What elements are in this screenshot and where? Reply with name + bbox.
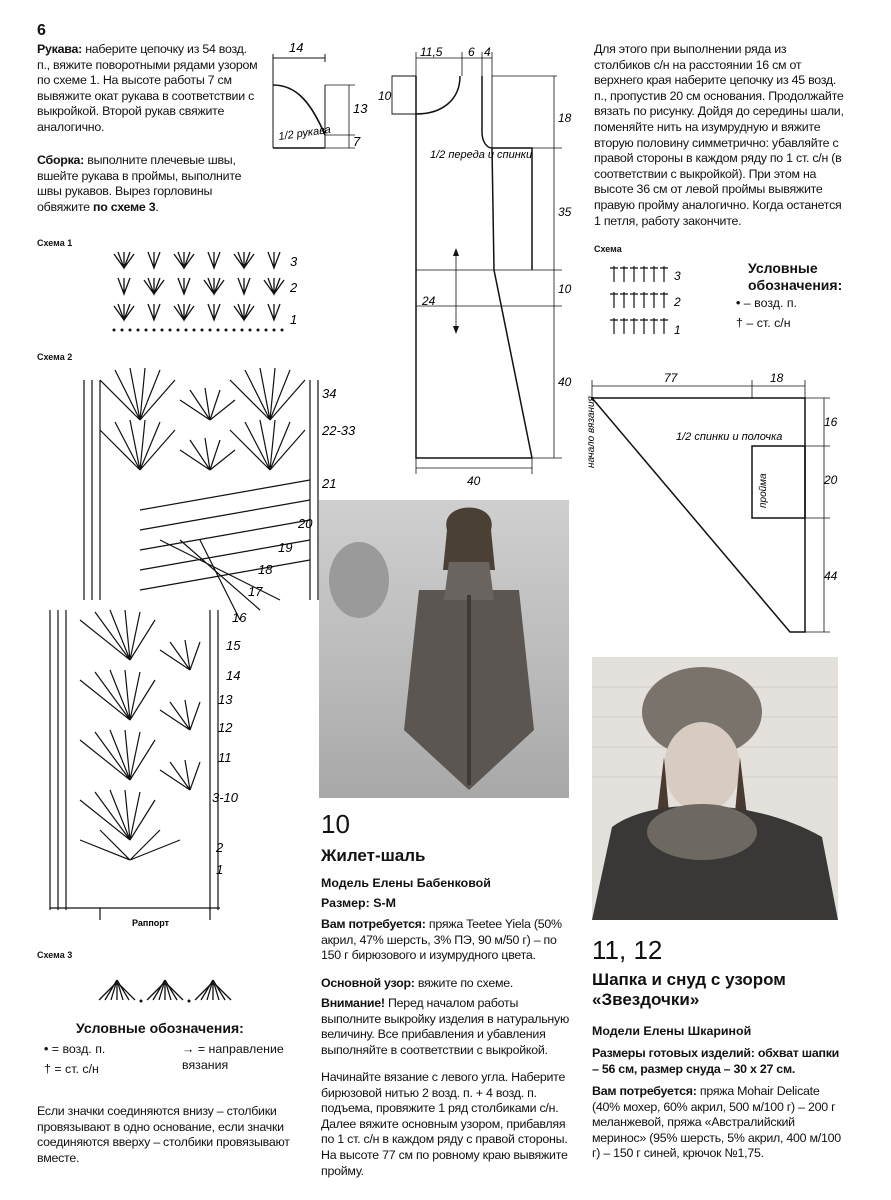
sleeves-paragraph: [37, 42, 259, 136]
schema3-label: Схема 3: [37, 950, 73, 960]
body-top1: 11,5: [420, 45, 443, 59]
body-top3: 4: [484, 45, 491, 59]
schema1-row-2: 2: [290, 280, 298, 295]
page-number: 6: [37, 22, 46, 39]
hat-photo: [592, 657, 838, 920]
shawl-armhole: пройма: [758, 473, 769, 508]
model1112-number: 11, 12: [592, 935, 663, 965]
left-legend-vp-text: = возд. п.: [51, 1042, 106, 1056]
model10-main: [321, 976, 573, 992]
right-schema-label: Схема: [594, 244, 622, 254]
schema1-row-1: 1: [290, 312, 298, 327]
model10-attention: [321, 996, 573, 1058]
model10-need-text: пряжа Teetee Yiela (50% акрил, 47% шерсть, 3% ПЭ, 90 м/50 г) – по 150 г бирюзового и изумрудного цвета.: [321, 917, 562, 963]
right-intro-text: Для этого при выполнении ряда из столбиков с/н на расстоянии 16 см от верхнего края наберите цепочку из 45 возд. п., пропустив 20 см основания. Продолжайте вязать по рисунку. Дойдя до середины шали, поменяйте нить на изумрудную и вяжите вторую половину симметрично: убавляйте с правой стороны в каждом ряду по 1 ст. с/н (в соответствии с выкройкой). При этом на высоте 36 см от левой проймы вывяжите правую пройму аналогично. Когда останется 1 петля, работу закончите.: [594, 42, 844, 228]
body-pattern-diagram: [372, 40, 582, 490]
model10-author: Модель Елены Бабенковой: [321, 876, 491, 890]
left-legend-st: [44, 1062, 99, 1078]
right-legend-title: Условные обозначения:: [748, 260, 843, 293]
model1112-author: Модели Елены Шкариной: [592, 1024, 752, 1038]
right-schema-row-1: 1: [674, 323, 681, 337]
body-r4: 40: [558, 375, 572, 389]
assembly-end: .: [155, 199, 159, 214]
left-legend-st-text: = ст. с/н: [54, 1062, 99, 1076]
assembly-scheme-ref: по схеме 3: [92, 199, 156, 214]
model1112-need-label: Вам потребуется:: [592, 1084, 697, 1098]
right-schema-diagram: [608, 258, 698, 340]
body-label: 1/2 переда и спинки: [430, 149, 533, 161]
vest-photo-figure: [319, 500, 569, 798]
sleeve-width-label: 14: [289, 40, 304, 55]
schema2-row-16: 16: [232, 610, 247, 625]
sleeves-text: наберите цепочку из 54 возд. п., вяжите поворотными рядами узором по схеме 1. На высоте работы 7 см вывяжите окат рукава в соответствии с выкройкой. Второй рукав свяжите аналогично.: [37, 42, 258, 134]
model1112-need: [592, 1084, 844, 1162]
body-side-top: 10: [378, 89, 392, 103]
schema2-row-34: 34: [322, 386, 337, 401]
body-r1: 18: [558, 111, 572, 125]
shawl-label: 1/2 спинки и полочка: [676, 431, 783, 443]
schema2-row-3-10: 3-10: [212, 790, 239, 805]
body-mid: 24: [422, 294, 436, 308]
body-top2: 6: [468, 45, 475, 59]
body-r3: 10: [558, 282, 572, 296]
dot-icon: •: [736, 296, 741, 310]
schema1-diagram: [110, 240, 310, 335]
sleeves-label: Рукава:: [37, 42, 82, 56]
assembly-label: Сборка:: [37, 153, 85, 167]
right-schema-row-3: 3: [674, 269, 681, 283]
schema2-row-12: 12: [218, 720, 233, 735]
rapport-label: Раппорт: [132, 918, 170, 928]
model1112-need-text: пряжа Mohair Delicate (40% мохер, 60% акрил, 500 м/100 г) – 200 г меланжевой, пряжа «Австралийский меринос» (95% шерсть, 5% акрил, 400 м/100 г) – 150 г синей, крючок №1,75.: [592, 1084, 841, 1161]
left-legend-title: Условные обозначения:: [76, 1020, 244, 1036]
hat-photo-figure: [592, 657, 838, 920]
assembly-paragraph: [37, 153, 259, 215]
left-legend-vp: [44, 1042, 105, 1058]
shawl-pattern-diagram: [580, 368, 840, 646]
dagger-icon: †: [44, 1062, 51, 1076]
model10-size: Размер: S-M: [321, 896, 396, 910]
schema2-row-13: 13: [218, 692, 233, 707]
sleeve-height2-label: 7: [353, 134, 361, 149]
schema3-diagram: [95, 972, 245, 1008]
left-legend-dir-text: = направление вязания: [182, 1042, 284, 1072]
model1112-sizes: Размеры готовых изделий: обхват шапки – 56 см, размер снуда – 30 х 27 см.: [592, 1046, 840, 1076]
sleeve-height1-label: 13: [353, 101, 368, 116]
right-legend-vp: [736, 296, 797, 312]
body-bottom: 40: [467, 474, 481, 488]
model10-title: Жилет-шаль: [321, 846, 426, 865]
right-legend-st-text: – ст. с/н: [746, 316, 791, 330]
left-legend-dir: [182, 1042, 302, 1073]
right-legend-st: [736, 316, 791, 332]
schema2-row-1: 1: [216, 862, 224, 877]
model10-main-label: Основной узор:: [321, 976, 415, 990]
schema2-row-20: 20: [298, 516, 313, 531]
schema2-row-15: 15: [226, 638, 241, 653]
schema2-row-17: 17: [248, 584, 263, 599]
schema2-row-14: 14: [226, 668, 241, 683]
schema2-row-11: 11: [218, 750, 232, 765]
sleeve-label: 1/2 рукава: [277, 123, 332, 143]
shawl-h1: 16: [824, 415, 838, 429]
schema2-row-22-33: 22-33: [322, 423, 356, 438]
schema2-row-21: 21: [322, 476, 337, 491]
model10-main-text: вяжите по схеме.: [417, 976, 514, 990]
shawl-h3: 44: [824, 569, 838, 583]
model10-attention-text: Перед началом работы выполните выкройку изделия в натуральную величину. Все прибавления и убавления выполняйте в соответствии с выкройкой.: [321, 996, 569, 1057]
model1112-title: Шапка и снуд с узором «Звездочки»: [592, 970, 786, 1009]
right-legend-vp-text: – возд. п.: [743, 296, 798, 310]
left-note: Если значки соединяются внизу – столбики провязывают в одно основание, если значки соединяются вверху – столбики провязывают вместе.: [37, 1104, 290, 1165]
schema2-row-19: 19: [278, 540, 293, 555]
schema1-label: Схема 1: [37, 238, 73, 248]
vest-photo: [319, 500, 569, 798]
schema2-label: Схема 2: [37, 352, 73, 362]
dot-icon: •: [44, 1042, 49, 1056]
right-schema-row-2: 2: [674, 295, 681, 309]
model10-need-label: Вам потребуется:: [321, 917, 426, 931]
schema2-row-18: 18: [258, 562, 273, 577]
model10-number: 10: [321, 809, 350, 839]
shawl-h2: 20: [824, 473, 838, 487]
shawl-w1: 77: [664, 371, 678, 385]
dagger-icon: †: [736, 316, 743, 330]
arrow-right-icon: →: [182, 1042, 195, 1056]
model10-need: [321, 917, 573, 964]
schema1-row-3: 3: [290, 254, 298, 269]
model10-attention-label: Внимание!: [321, 996, 385, 1010]
assembly-text: выполните плечевые швы, вшейте рукава в проймы, выполните швы рукавов. Вырез горловины обвяжите: [37, 153, 242, 214]
sleeve-pattern-diagram: [265, 40, 375, 158]
model10-start: Начинайте вязание с левого угла. Наберите бирюзовой нитью 2 возд. п. + 4 возд. п. подъема, провяжите 1 ряд столбиками с/н. Далее вяжите основным узором, прибавляя по 1 ст. с/н в каждом ряду с правой стороны. На высоте 77 см по ровному краю вывяжите пройму.: [321, 1070, 568, 1178]
body-r2: 35: [558, 205, 572, 219]
shawl-w2: 18: [770, 371, 784, 385]
schema2-row-2: 2: [216, 840, 224, 855]
shawl-start: начало вязания: [586, 396, 597, 468]
